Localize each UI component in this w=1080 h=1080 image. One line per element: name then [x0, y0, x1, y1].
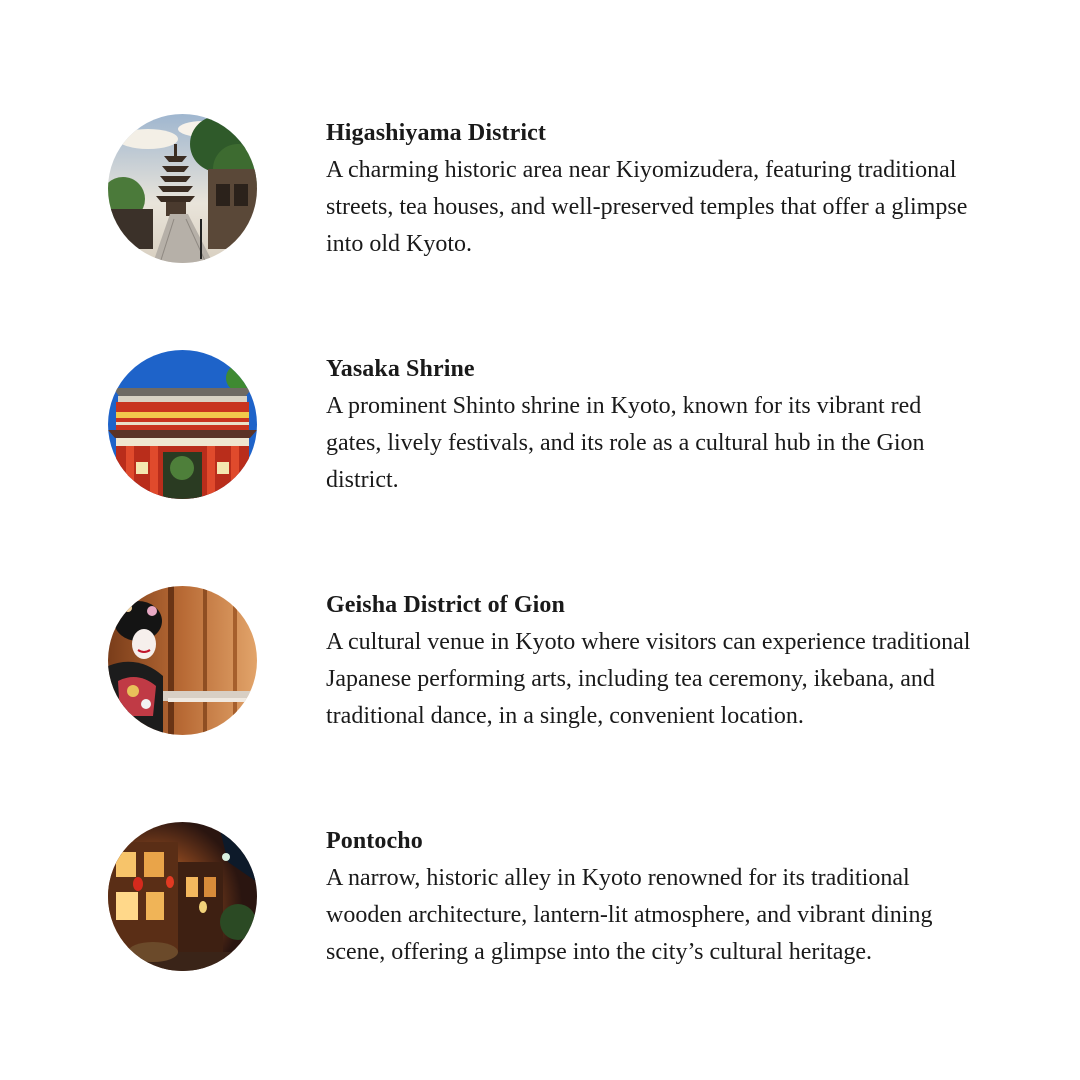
place-description: A cultural venue in Kyoto where visitors can experience traditional Japanese performing arts, including tea ceremony, ikebana, and traditional dance, in a single, convenient location. [326, 629, 971, 729]
place-description: A charming historic area near Kiyomizudera, featuring traditional streets, tea houses, and well-preserved temples that offer a glimpse into old Kyoto. [326, 157, 968, 257]
list-item-pontocho [108, 822, 988, 972]
shrine-gate-photo [108, 350, 257, 499]
place-title: Yasaka Shrine [326, 356, 475, 382]
lantern-alley-photo [108, 822, 257, 971]
list-item-higashiyama [108, 114, 988, 264]
geisha-photo [108, 586, 257, 735]
place-title: Pontocho [326, 828, 423, 854]
place-title: Geisha District of Gion [326, 592, 565, 618]
place-description: A prominent Shinto shrine in Kyoto, known for its vibrant red gates, lively festivals, and its role as a cultural hub in the Gion district. [326, 393, 925, 493]
place-description: A narrow, historic alley in Kyoto renowned for its traditional wooden architecture, lantern-lit atmosphere, and vibrant dining scene, offering a glimpse into the city’s cultural heritage. [326, 865, 933, 965]
place-title: Higashiyama District [326, 120, 546, 146]
list-item-yasaka-shrine [108, 350, 988, 500]
list-item-gion [108, 586, 988, 736]
pagoda-street-photo [108, 114, 257, 263]
